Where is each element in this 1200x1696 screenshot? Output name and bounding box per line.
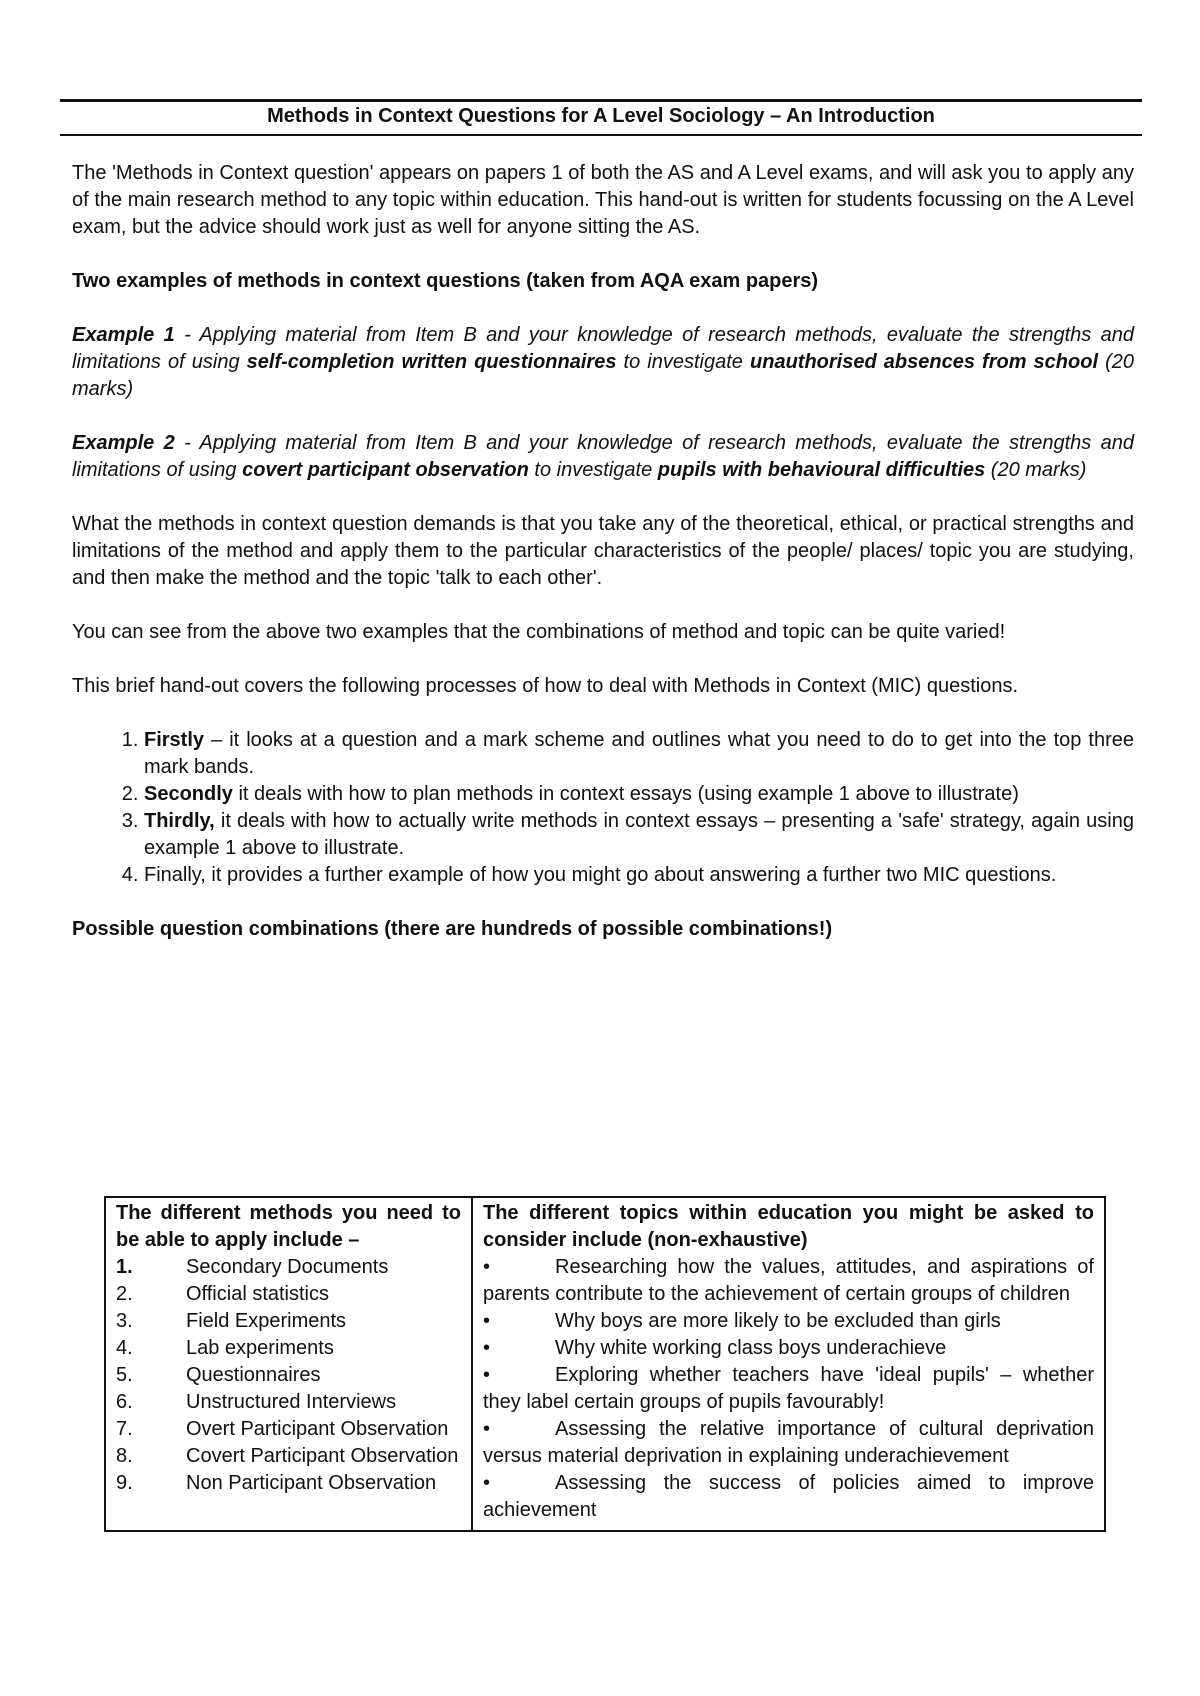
topic-text: Researching how the values, attitudes, and aspirations of parents contribute to the achievement of certain groups of children xyxy=(483,1256,1094,1305)
topic-text: Assessing the relative importance of cultural deprivation versus material deprivation in explaining underachievement xyxy=(483,1418,1094,1467)
varied-paragraph: You can see from the above two examples that the combinations of method and topic can be quite varied! xyxy=(72,621,1006,643)
example-1-mid: to investigate xyxy=(616,351,751,373)
step-text: – it looks at a question and a mark scheme and outlines what you need to do to get into the top three mark bands. xyxy=(144,729,1134,778)
step-text: it deals with how to plan methods in context essays (using example 1 above to illustrate) xyxy=(232,783,1019,805)
list-item xyxy=(116,1254,461,1281)
steps-list xyxy=(72,727,1134,889)
document-body xyxy=(72,160,1134,970)
bullet-icon: • xyxy=(483,1337,491,1359)
list-item xyxy=(116,1362,461,1389)
method-number: 7. xyxy=(116,1418,133,1440)
combinations-table xyxy=(104,1196,1106,1532)
example-1-label: Example 1 xyxy=(72,324,175,346)
method-text: Lab experiments xyxy=(186,1337,334,1359)
example-1-method: self-completion written questionnaires xyxy=(246,351,617,373)
list-item xyxy=(116,1389,461,1416)
list-item xyxy=(144,808,1134,862)
bullet-icon: • xyxy=(483,1418,491,1440)
method-number: 6. xyxy=(116,1391,133,1413)
list-item xyxy=(483,1335,1094,1362)
step-lead: Thirdly, xyxy=(144,810,215,832)
list-item xyxy=(116,1443,461,1470)
bullet-icon: • xyxy=(483,1364,491,1386)
method-number: 4. xyxy=(116,1337,133,1359)
bullet-icon: • xyxy=(483,1256,491,1278)
covers-paragraph: This brief hand-out covers the following processes of how to deal with Methods in Context (MIC) questions. xyxy=(72,675,1019,697)
page-title: Methods in Context Questions for A Level Sociology – An Introduction xyxy=(60,99,1142,136)
list-item xyxy=(116,1470,461,1497)
combinations-heading: Possible question combinations (there are hundreds of possible combinations!) xyxy=(72,918,833,940)
method-text: Covert Participant Observation xyxy=(186,1445,459,1467)
example-1 xyxy=(72,322,1134,403)
example-1-pre: - Applying material from Item B and your knowledge of research methods, evaluate the strengths and limitations of using xyxy=(72,324,1135,373)
method-number: 8. xyxy=(116,1445,133,1467)
method-text: Secondary Documents xyxy=(186,1256,389,1278)
topics-header: The different topics within education you might be asked to consider include (non-exhaustive) xyxy=(483,1202,1094,1251)
example-1-marks: (20 marks) xyxy=(72,351,1135,400)
topic-text: Assessing the success of policies aimed to improve achievement xyxy=(483,1472,1094,1521)
topic-text: Why white working class boys underachieve xyxy=(555,1337,947,1359)
example-2-marks: (20 marks) xyxy=(985,459,1087,481)
list-item xyxy=(144,781,1134,808)
bullet-icon: • xyxy=(483,1310,491,1332)
list-item xyxy=(144,862,1134,889)
example-2-topic: pupils with behavioural difficulties xyxy=(657,459,986,481)
demands-paragraph: What the methods in context question demands is that you take any of the theoretical, ethical, or practical strengths and limitations of the method and apply them to the particular characteristics of the people/ places/ topic you are studying, and then make the method and the topic 'talk to each other'. xyxy=(72,513,1134,589)
bullet-icon: • xyxy=(483,1472,491,1494)
step-text: it deals with how to actually write methods in context essays – presenting a 'safe' strategy, again using example 1 above to illustrate. xyxy=(144,810,1134,859)
topic-text: Why boys are more likely to be excluded than girls xyxy=(555,1310,1001,1332)
list-item xyxy=(483,1470,1094,1524)
table-row xyxy=(105,1197,1105,1531)
list-item xyxy=(144,727,1134,781)
example-2-label: Example 2 xyxy=(72,432,175,454)
methods-cell xyxy=(105,1197,472,1531)
examples-heading: Two examples of methods in context questions (taken from AQA exam papers) xyxy=(72,270,819,292)
method-number: 2. xyxy=(116,1283,133,1305)
list-item xyxy=(483,1416,1094,1470)
list-item xyxy=(116,1335,461,1362)
method-text: Non Participant Observation xyxy=(186,1472,437,1494)
list-item xyxy=(116,1281,461,1308)
example-2 xyxy=(72,430,1134,484)
method-text: Unstructured Interviews xyxy=(186,1391,397,1413)
topics-cell xyxy=(472,1197,1105,1531)
step-text: Finally, it provides a further example of how you might go about answering a further two MIC questions. xyxy=(144,864,1057,886)
method-text: Questionnaires xyxy=(186,1364,321,1386)
method-text: Official statistics xyxy=(186,1283,329,1305)
step-lead: Secondly xyxy=(144,783,233,805)
example-2-pre: - Applying material from Item B and your knowledge of research methods, evaluate the strengths and limitations of using xyxy=(72,432,1135,481)
example-2-mid: to investigate xyxy=(528,459,658,481)
intro-paragraph: The 'Methods in Context question' appears on papers 1 of both the AS and A Level exams, and will ask you to apply any of the main research method to any topic within education. This hand-out is written for students focussing on the A Level exam, but the advice should work just as well for anyone sitting the AS. xyxy=(72,162,1134,238)
list-item xyxy=(483,1254,1094,1308)
list-item xyxy=(483,1308,1094,1335)
example-2-method: covert participant observation xyxy=(242,459,529,481)
method-number: 5. xyxy=(116,1364,133,1386)
list-item xyxy=(116,1416,461,1443)
example-1-topic: unauthorised absences from school xyxy=(750,351,1099,373)
method-text: Overt Participant Observation xyxy=(186,1418,449,1440)
method-number: 3. xyxy=(116,1310,133,1332)
methods-header: The different methods you need to be able to apply include – xyxy=(116,1202,461,1251)
method-number: 9. xyxy=(116,1472,133,1494)
step-lead: Firstly xyxy=(144,729,205,751)
topic-text: Exploring whether teachers have 'ideal pupils' – whether they label certain groups of pupils favourably! xyxy=(483,1364,1094,1413)
method-text: Field Experiments xyxy=(186,1310,347,1332)
list-item xyxy=(483,1362,1094,1416)
list-item xyxy=(116,1308,461,1335)
method-number: 1. xyxy=(116,1256,133,1278)
